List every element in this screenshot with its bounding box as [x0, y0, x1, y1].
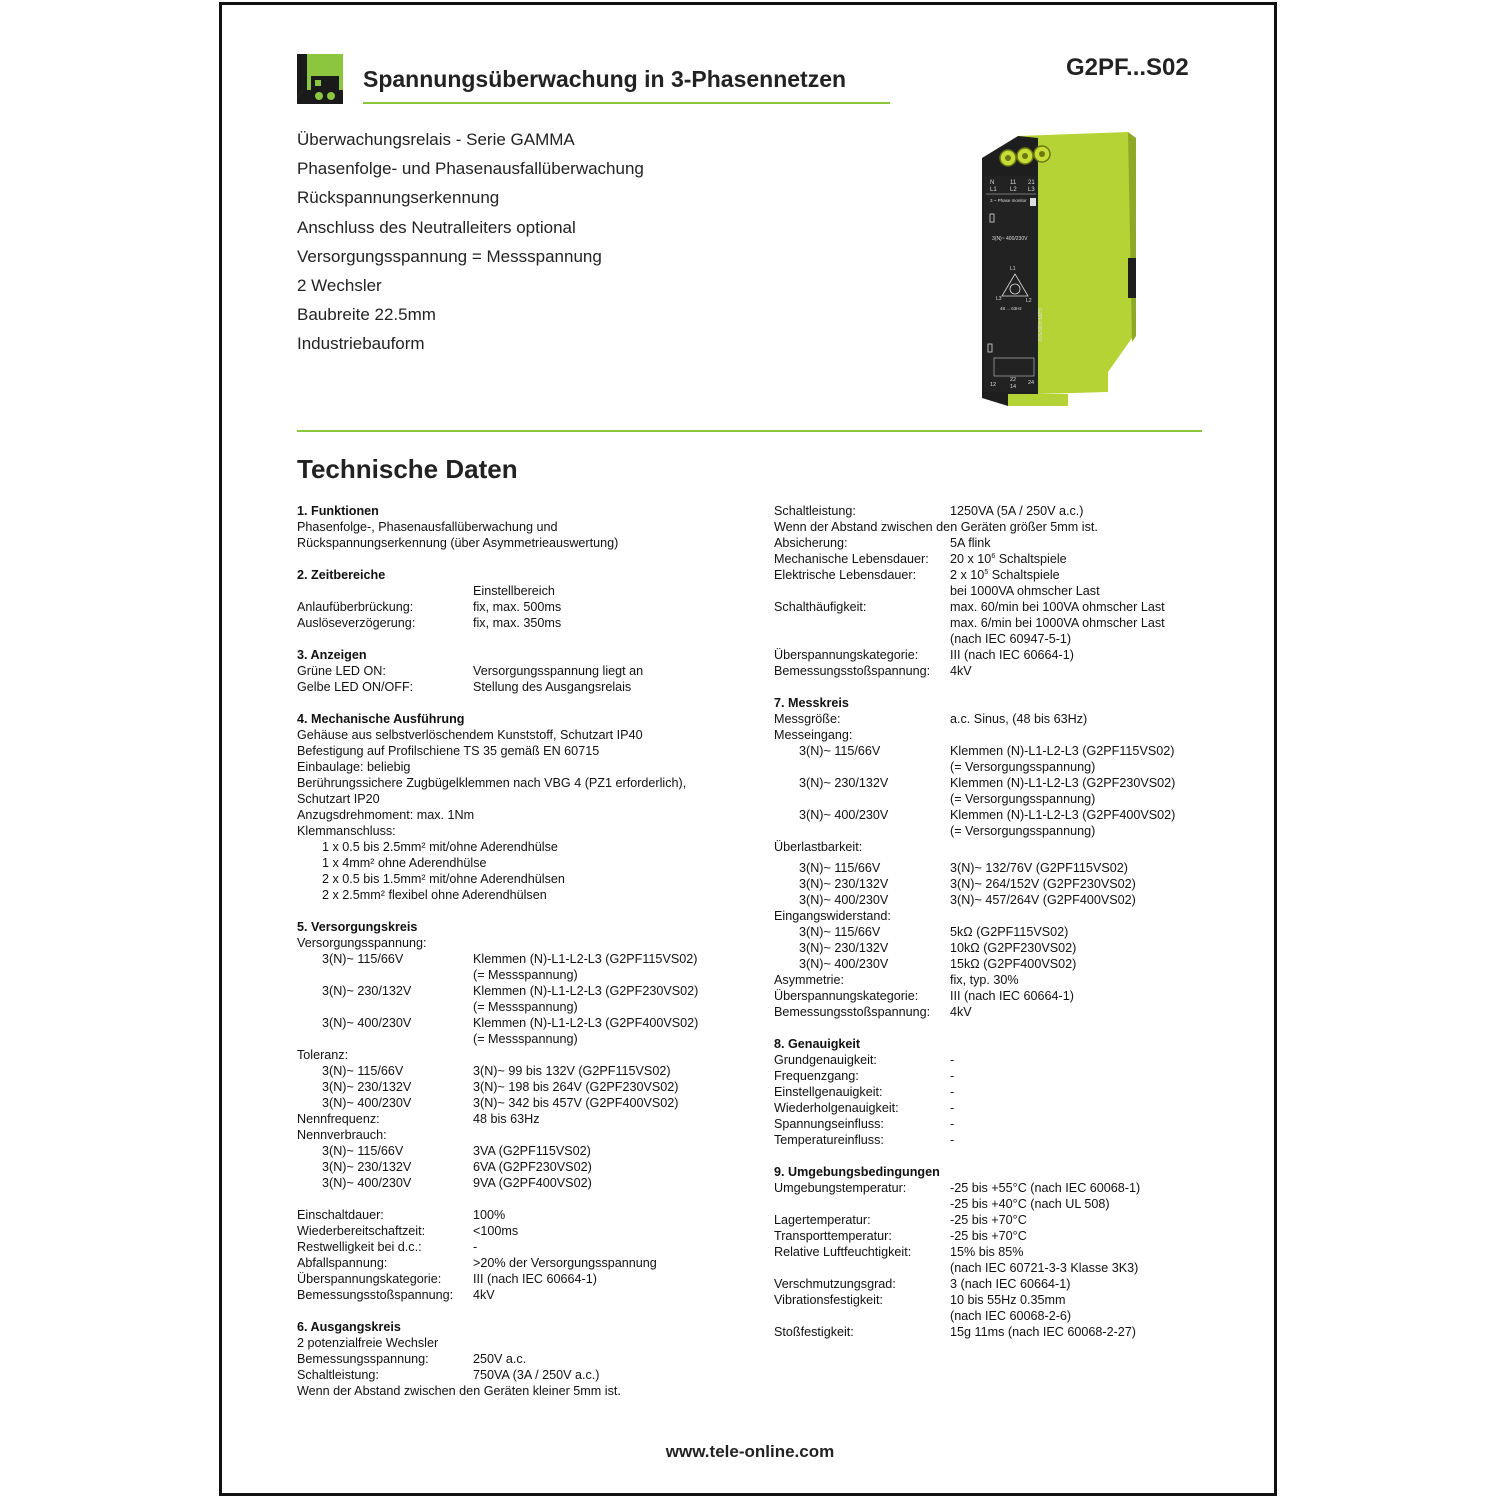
spec-value: 15% bis 85% [950, 1245, 1024, 1259]
spec-value: Klemmen (N)-L1-L2-L3 (G2PF230VS02) [950, 776, 1176, 790]
spec-section-heading: 9. Umgebungsbedingungen [774, 1165, 940, 1179]
spec-key: 3(N)~ 115/66V [322, 952, 404, 966]
spec-row [297, 679, 767, 695]
spec-key: Überspannungskategorie: [297, 1272, 442, 1286]
spec-line: Messeingang: [774, 728, 853, 742]
spec-row [774, 1004, 1204, 1020]
spec-row [297, 967, 767, 983]
spec-key [774, 759, 950, 775]
spec-section-heading: 1. Funktionen [297, 504, 379, 518]
spec-row [297, 1175, 767, 1191]
spec-value: Stellung des Ausgangsrelais [473, 680, 632, 694]
footer-url[interactable]: www.tele-online.com [665, 1442, 835, 1461]
spec-row [774, 988, 1204, 1004]
spec-key: Messgröße: [774, 712, 841, 726]
spacer [297, 551, 767, 567]
spec-value: -25 bis +55°C (nach IEC 60068-1) [950, 1181, 1141, 1195]
spec-row [774, 1228, 1204, 1244]
spec-key: 3(N)~ 115/66V [799, 925, 881, 939]
spec-section-heading: 3. Anzeigen [297, 648, 367, 662]
spec-row [297, 599, 767, 615]
spec-key: Schalthäufigkeit: [774, 600, 867, 614]
spec-section-heading: 7. Messkreis [774, 696, 849, 710]
spec-value: Klemmen (N)-L1-L2-L3 (G2PF115VS02) [473, 952, 698, 966]
spec-row [297, 1367, 767, 1383]
spec-key: Anlaufüberbrückung: [297, 600, 414, 614]
spec-key: 3(N)~ 230/132V [322, 984, 412, 998]
spec-line: 2 x 0.5 bis 1.5mm² mit/ohne Aderendhülsen [322, 872, 565, 886]
spec-value: - [950, 1053, 955, 1067]
spec-row [774, 1180, 1204, 1196]
spec-exponent: 5 [984, 568, 989, 576]
feature-item: Baubreite 22.5mm [297, 305, 436, 325]
spec-value: - [950, 1069, 955, 1083]
spec-key: Lagertemperatur: [774, 1213, 871, 1227]
spec-line: Rückspannungserkennung (über Asymmetrieauswertung) [297, 536, 619, 550]
spec-value: max. 6/min bei 1000VA ohmscher Last [950, 616, 1165, 630]
spec-key: Überspannungskategorie: [774, 989, 919, 1003]
spec-value: 15g 11ms (nach IEC 60068-2-27) [950, 1325, 1136, 1339]
spec-value [950, 567, 1204, 583]
spec-row [297, 1351, 767, 1367]
spec-value: bei 1000VA ohmscher Last [950, 584, 1100, 598]
spec-row [774, 807, 1204, 823]
spec-column-right [774, 503, 1204, 1340]
spec-value: 250V a.c. [473, 1352, 527, 1366]
spec-row [297, 1223, 767, 1239]
spec-key [297, 583, 473, 599]
spec-value: 5kΩ (G2PF115VS02) [950, 925, 1069, 939]
spec-key: Spannungseinfluss: [774, 1117, 884, 1131]
spec-row [297, 1287, 767, 1303]
spec-key: 3(N)~ 115/66V [322, 1144, 404, 1158]
spec-value: 9VA (G2PF400VS02) [473, 1176, 592, 1190]
spec-row [297, 663, 767, 679]
spec-key: Stoßfestigkeit: [774, 1325, 854, 1339]
product-model: G2PF400VS02 [1036, 308, 1042, 342]
spec-row [774, 551, 1204, 567]
spec-row [774, 599, 1204, 615]
spec-row [774, 759, 1204, 775]
spec-key: Grundgenauigkeit: [774, 1053, 877, 1067]
spec-value: - [950, 1133, 955, 1147]
spacer [297, 1303, 767, 1319]
terminal-label: 11 [1010, 180, 1017, 186]
spec-key: 3(N)~ 230/132V [799, 941, 889, 955]
spec-row [774, 743, 1204, 759]
spec-row [297, 1207, 767, 1223]
spec-key: 3(N)~ 230/132V [799, 877, 889, 891]
spec-value: fix, max. 350ms [473, 616, 562, 630]
spec-key [774, 1196, 950, 1212]
spec-value-part: 20 x 10 [950, 552, 992, 566]
spec-value: - [950, 1117, 955, 1131]
spec-key: Grüne LED ON: [297, 664, 386, 678]
spec-value-part: 2 x 10 [950, 568, 985, 582]
spec-row [774, 775, 1204, 791]
spacer [297, 1191, 767, 1207]
spec-line: Einbaulage: beliebig [297, 760, 411, 774]
spec-value: Klemmen (N)-L1-L2-L3 (G2PF400VS02) [950, 808, 1176, 822]
section-heading: Technische Daten [297, 454, 518, 484]
spec-key: Temperatureinfluss: [774, 1133, 884, 1147]
spec-value: a.c. Sinus, (48 bis 63Hz) [950, 712, 1088, 726]
spec-value: (= Messspannung) [473, 1032, 578, 1046]
feature-item: Rückspannungserkennung [297, 188, 500, 208]
spec-value: (= Messspannung) [473, 1000, 578, 1014]
spec-value [950, 551, 1204, 567]
spec-row [774, 1276, 1204, 1292]
spec-line: 2 x 2.5mm² flexibel ohne Aderendhülsen [322, 888, 547, 902]
spec-row [774, 1196, 1204, 1212]
spec-row [774, 823, 1204, 839]
product-code: G2PF...S02 [1066, 54, 1189, 81]
spec-key [774, 1308, 950, 1324]
spec-value: 6VA (G2PF230VS02) [473, 1160, 592, 1174]
spec-row [774, 924, 1204, 940]
spec-line: Versorgungsspannung: [297, 936, 427, 950]
spec-value: III (nach IEC 60664-1) [950, 648, 1074, 662]
spacer [774, 679, 1204, 695]
spec-row [297, 1031, 767, 1047]
spec-key: Mechanische Lebensdauer: [774, 552, 929, 566]
spec-key: Gelbe LED ON/OFF: [297, 680, 414, 694]
spec-line: Berührungssichere Zugbügelklemmen nach VBG 4 (PZ1 erforderlich), [297, 776, 687, 790]
spec-key: Relative Luftfeuchtigkeit: [774, 1245, 912, 1259]
spec-key [297, 1031, 473, 1047]
spec-row [774, 1100, 1204, 1116]
spec-key [774, 823, 950, 839]
spacer [297, 903, 767, 919]
spec-value: Klemmen (N)-L1-L2-L3 (G2PF230VS02) [473, 984, 699, 998]
spec-row [774, 503, 1204, 519]
spec-value: 3(N)~ 457/264V (G2PF400VS02) [950, 893, 1136, 907]
spec-value: 10kΩ (G2PF230VS02) [950, 941, 1077, 955]
spec-line: Wenn der Abstand zwischen den Geräten größer 5mm ist. [774, 520, 1098, 534]
spec-key: 3(N)~ 400/230V [799, 808, 889, 822]
spec-row [297, 1063, 767, 1079]
spec-value: 3(N)~ 264/152V (G2PF230VS02) [950, 877, 1136, 891]
terminal-label: 21 [1028, 180, 1035, 186]
spec-key [774, 615, 950, 631]
spec-key: 3(N)~ 230/132V [799, 776, 889, 790]
terminal-label: 12 [990, 382, 997, 388]
spec-value: 3VA (G2PF115VS02) [473, 1144, 591, 1158]
spec-section-heading: 6. Ausgangskreis [297, 1320, 401, 1334]
spec-key: Verschmutzungsgrad: [774, 1277, 896, 1291]
feature-item: Phasenfolge- und Phasenausfallüberwachung [297, 159, 644, 179]
spec-value: (nach IEC 60947-5-1) [950, 632, 1072, 646]
spec-key: Abfallspannung: [297, 1256, 388, 1270]
spec-value: - [950, 1101, 955, 1115]
spec-row [774, 1068, 1204, 1084]
spec-value: 3 (nach IEC 60664-1) [950, 1277, 1071, 1291]
spec-key: 3(N)~ 400/230V [799, 893, 889, 907]
spec-line: Klemmanschluss: [297, 824, 396, 838]
feature-item: Versorgungsspannung = Messspannung [297, 246, 602, 266]
spec-row [297, 1239, 767, 1255]
spec-row [774, 972, 1204, 988]
spec-line: 1 x 4mm² ohne Aderendhülse [322, 856, 487, 870]
spec-row [297, 615, 767, 631]
spec-row [297, 583, 767, 599]
spec-line: Nennverbrauch: [297, 1128, 387, 1142]
spec-key: Elektrische Lebensdauer: [774, 568, 917, 582]
feature-list [297, 125, 644, 359]
spec-line: Toleranz: [297, 1048, 349, 1062]
spacer [774, 1148, 1204, 1164]
spec-value: 1250VA (5A / 250V a.c.) [950, 504, 1084, 518]
spec-row [774, 663, 1204, 679]
spec-line: 1 x 0.5 bis 2.5mm² mit/ohne Aderendhülse [322, 840, 558, 854]
terminal-label: 24 [1028, 380, 1035, 386]
spec-value: 48 bis 63Hz [473, 1112, 540, 1126]
spec-key [774, 631, 950, 647]
spec-line: Überlastbarkeit: [774, 840, 863, 854]
spec-line: Phasenfolge-, Phasenausfallüberwachung und [297, 520, 558, 534]
spec-value: 4kV [950, 664, 972, 678]
spec-row [774, 1308, 1204, 1324]
spec-row [774, 535, 1204, 551]
spec-row [774, 631, 1204, 647]
phase-label: L3 [996, 296, 1002, 302]
feature-item: Industriebauform [297, 334, 425, 354]
spec-row [774, 1260, 1204, 1276]
spec-row [774, 791, 1204, 807]
page-title: Spannungsüberwachung in 3-Phasennetzen [363, 66, 847, 92]
spec-value: -25 bis +70°C [950, 1213, 1027, 1227]
spec-value: 3(N)~ 198 bis 264V (G2PF230VS02) [473, 1080, 679, 1094]
spec-row [297, 1143, 767, 1159]
phase-label: L1 [1010, 266, 1016, 272]
spec-value-part: Schaltspiele [988, 568, 1060, 582]
spec-line: Befestigung auf Profilschiene TS 35 gemäß EN 60715 [297, 744, 600, 758]
spec-row [774, 1084, 1204, 1100]
spec-key: Frequenzgang: [774, 1069, 859, 1083]
spacer [297, 695, 767, 711]
spec-row [774, 956, 1204, 972]
spec-value: 15kΩ (G2PF400VS02) [950, 957, 1077, 971]
spec-value: fix, typ. 30% [950, 973, 1019, 987]
spec-value: (= Messspannung) [473, 968, 578, 982]
spec-row [297, 1111, 767, 1127]
product-voltage: 3(N)~ 400/230V [992, 236, 1028, 242]
spec-value: (nach IEC 60721-3-3 Klasse 3K3) [950, 1261, 1139, 1275]
spec-value: 10 bis 55Hz 0.35mm [950, 1293, 1066, 1307]
spec-value: -25 bis +40°C (nach UL 508) [950, 1197, 1110, 1211]
tele-logo-icon [297, 54, 343, 104]
feature-item: Anschluss des Neutralleiters optional [297, 217, 576, 237]
spec-value: Klemmen (N)-L1-L2-L3 (G2PF400VS02) [473, 1016, 699, 1030]
spec-row [297, 1079, 767, 1095]
spec-key: 3(N)~ 230/132V [322, 1080, 412, 1094]
spec-row [774, 876, 1204, 892]
feature-item: Überwachungsrelais - Serie GAMMA [297, 130, 575, 149]
spec-key: Bemessungsspannung: [297, 1352, 429, 1366]
spec-value: (nach IEC 60068-2-6) [950, 1309, 1072, 1323]
spec-line: Anzugsdrehmoment: max. 1Nm [297, 808, 475, 822]
spec-section-heading: 8. Genauigkeit [774, 1037, 861, 1051]
spec-row [774, 711, 1204, 727]
spec-value: - [950, 1085, 955, 1099]
spec-value: <100ms [473, 1224, 519, 1238]
spec-value: (= Versorgungsspannung) [950, 760, 1096, 774]
spec-value: max. 60/min bei 100VA ohmscher Last [950, 600, 1165, 614]
spec-value: 100% [473, 1208, 506, 1222]
spec-value: 3(N)~ 132/76V (G2PF115VS02) [950, 861, 1128, 875]
spec-key: Transporttemperatur: [774, 1229, 892, 1243]
spec-key: 3(N)~ 400/230V [322, 1176, 412, 1190]
spec-key: 3(N)~ 400/230V [799, 957, 889, 971]
spec-row [774, 615, 1204, 631]
terminal-label: N [990, 180, 995, 186]
spec-row [774, 1244, 1204, 1260]
spec-row [774, 892, 1204, 908]
spec-key: Auslöseverzögerung: [297, 616, 416, 630]
spec-row [774, 1212, 1204, 1228]
terminal-label: L1 [990, 187, 997, 193]
spec-value: Versorgungsspannung liegt an [473, 664, 644, 678]
terminal-label: 14 [1010, 384, 1017, 390]
spec-row [297, 1255, 767, 1271]
terminal-label: 22 [1010, 377, 1017, 383]
spec-key: Schaltleistung: [774, 504, 856, 518]
spec-row [297, 951, 767, 967]
spec-row [774, 1116, 1204, 1132]
feature-item: 2 Wechsler [297, 276, 382, 296]
spec-section-heading: 2. Zeitbereiche [297, 568, 386, 582]
spec-key: Nennfrequenz: [297, 1112, 380, 1126]
spec-row [774, 860, 1204, 876]
spec-row [297, 1271, 767, 1287]
spec-row [297, 1159, 767, 1175]
spec-key: Absicherung: [774, 536, 848, 550]
spec-value: 3(N)~ 99 bis 132V (G2PF115VS02) [473, 1064, 671, 1078]
spec-value: Einstellbereich [473, 584, 555, 598]
spec-key [774, 791, 950, 807]
spec-row [774, 567, 1204, 583]
spec-key: 3(N)~ 230/132V [322, 1160, 412, 1174]
spec-value: - [473, 1240, 478, 1254]
spec-section-heading: 4. Mechanische Ausführung [297, 712, 465, 726]
spec-row [297, 983, 767, 999]
spec-value: fix, max. 500ms [473, 600, 562, 614]
spec-value: 4kV [473, 1288, 495, 1302]
product-image [978, 128, 1138, 410]
spec-value: 3(N)~ 342 bis 457V (G2PF400VS02) [473, 1096, 679, 1110]
spec-key: Restwelligkeit bei d.c.: [297, 1240, 422, 1254]
terminal-label: L3 [1028, 187, 1035, 193]
spec-value: (= Versorgungsspannung) [950, 824, 1096, 838]
product-frequency: 48 ... 63Hz [1000, 306, 1022, 311]
section-divider [297, 430, 1202, 432]
spec-value-part: Schaltspiele [995, 552, 1067, 566]
spec-value: 5A flink [950, 536, 991, 550]
terminal-label: L2 [1010, 187, 1017, 193]
spec-key: Bemessungsstoßspannung: [774, 664, 931, 678]
spec-key [297, 999, 473, 1015]
spec-key: Asymmetrie: [774, 973, 844, 987]
spec-key: 3(N)~ 115/66V [322, 1064, 404, 1078]
spec-line: 2 potenzialfreie Wechsler [297, 1336, 439, 1350]
spec-key: 3(N)~ 115/66V [799, 861, 881, 875]
spec-section-heading: 5. Versorgungskreis [297, 920, 418, 934]
spacer [774, 1020, 1204, 1036]
spec-key: Bemessungsstoßspannung: [297, 1288, 454, 1302]
spacer [297, 631, 767, 647]
spec-row [297, 1015, 767, 1031]
spec-value: Klemmen (N)-L1-L2-L3 (G2PF115VS02) [950, 744, 1175, 758]
spec-key: Umgebungstemperatur: [774, 1181, 907, 1195]
product-name: 3 ~ Phase monitor [990, 198, 1027, 203]
spec-key: 3(N)~ 400/230V [322, 1016, 412, 1030]
spec-row [774, 1132, 1204, 1148]
spec-row [774, 647, 1204, 663]
spec-line: Schutzart IP20 [297, 792, 380, 806]
spec-key: Einstellgenauigkeit: [774, 1085, 883, 1099]
spec-value: III (nach IEC 60664-1) [473, 1272, 597, 1286]
spec-row [297, 999, 767, 1015]
spec-key: Schaltleistung: [297, 1368, 379, 1382]
spec-key [774, 1260, 950, 1276]
spec-value: III (nach IEC 60664-1) [950, 989, 1074, 1003]
spec-key: Vibrationsfestigkeit: [774, 1293, 883, 1307]
spec-value: >20% der Versorgungsspannung [473, 1256, 657, 1270]
phase-label: L2 [1026, 298, 1032, 304]
spec-key: Wiederholgenauigkeit: [774, 1101, 899, 1115]
spec-row [774, 1292, 1204, 1308]
spec-key: Wiederbereitschaftzeit: [297, 1224, 426, 1238]
spec-key: Überspannungskategorie: [774, 648, 919, 662]
title-underline [363, 102, 890, 104]
spec-row [774, 583, 1204, 599]
spec-line: Eingangswiderstand: [774, 909, 891, 923]
spec-key [297, 967, 473, 983]
spec-key: Bemessungsstoßspannung: [774, 1005, 931, 1019]
spec-key: Einschaltdauer: [297, 1208, 384, 1222]
spec-column-left [297, 503, 767, 1399]
spec-row [774, 1324, 1204, 1340]
spec-key [774, 583, 950, 599]
spec-row [774, 1052, 1204, 1068]
spec-value: -25 bis +70°C [950, 1229, 1027, 1243]
spec-value: (= Versorgungsspannung) [950, 792, 1096, 806]
spec-line: Wenn der Abstand zwischen den Geräten kleiner 5mm ist. [297, 1384, 621, 1398]
spec-exponent: 6 [991, 552, 996, 560]
spec-row [774, 940, 1204, 956]
spec-line: Gehäuse aus selbstverlöschendem Kunststoff, Schutzart IP40 [297, 728, 643, 742]
spec-value: 4kV [950, 1005, 972, 1019]
spec-key: 3(N)~ 115/66V [799, 744, 881, 758]
spec-value: 750VA (3A / 250V a.c.) [473, 1368, 600, 1382]
spec-row [297, 1095, 767, 1111]
spec-key: 3(N)~ 400/230V [322, 1096, 412, 1110]
